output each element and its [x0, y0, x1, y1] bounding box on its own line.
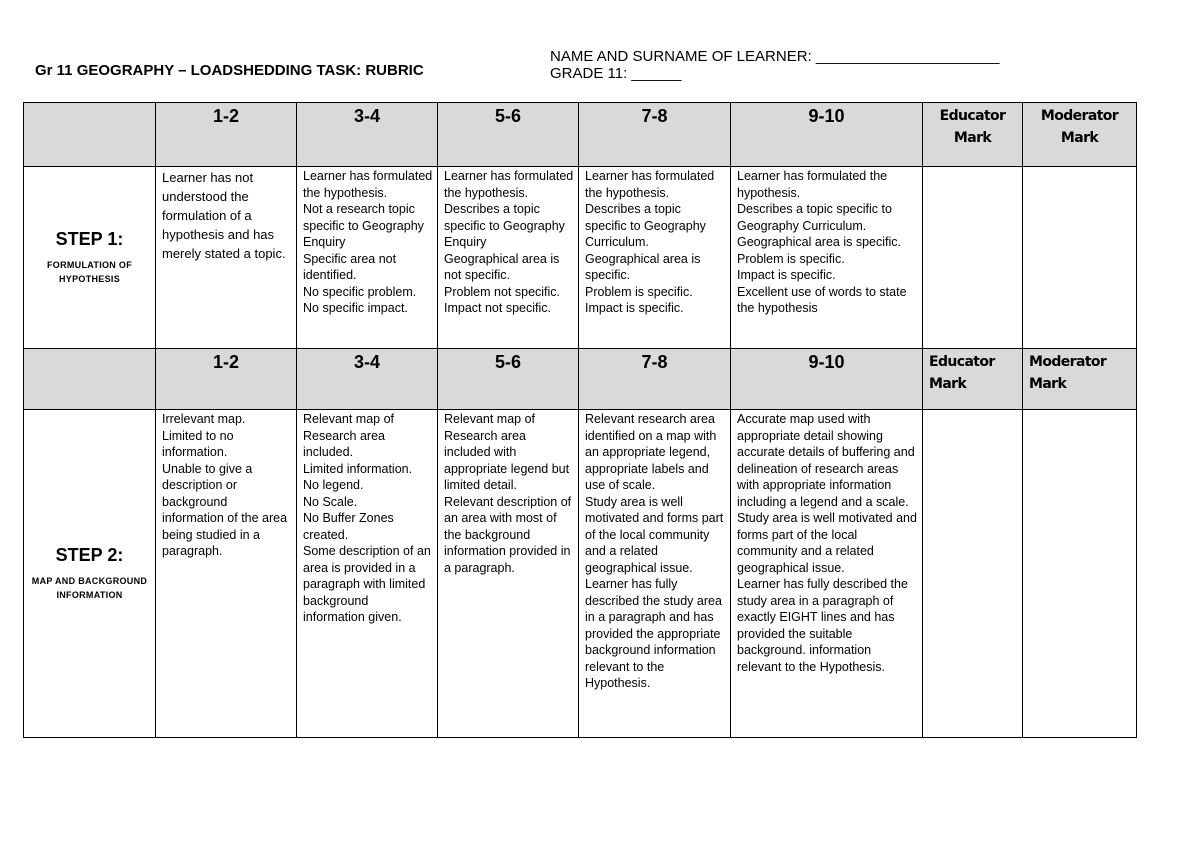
- step2-band-1-2: Irrelevant map. Limited to no information. Unable to give a description or background information of the area being studied in a paragraph.: [156, 410, 297, 738]
- corner-cell: [24, 103, 156, 167]
- learner-grade-field[interactable]: GRADE 11: ______: [550, 65, 682, 82]
- score-band-5-6: 5-6: [438, 103, 579, 167]
- step1-row: [24, 167, 1137, 349]
- corner-cell-2: [24, 349, 156, 410]
- step2-band-3-4: Relevant map of Research area included. Limited information. No legend. No Scale. No Buffer Zones created. Some description of an area is provided in a paragraph with limited background information given.: [297, 410, 438, 738]
- step1-band-3-4: Learner has formulated the hypothesis. Not a research topic specific to Geography Enquiry Specific area not identified. No specific problem. No specific impact.: [297, 167, 438, 349]
- step1-educator-mark[interactable]: [923, 167, 1023, 349]
- score-band-1-2: 1-2: [156, 349, 297, 410]
- step1-moderator-mark[interactable]: [1023, 167, 1137, 349]
- step2-moderator-mark[interactable]: [1023, 410, 1137, 738]
- step1-band-9-10: Learner has formulated the hypothesis. Describes a topic specific to Geography Curriculum. Geographical area is specific. Problem is specific. Impact is specific. Excellent use of words to state the hypothesis: [731, 167, 923, 349]
- learner-name-field[interactable]: NAME AND SURNAME OF LEARNER: ______________________: [550, 48, 1000, 65]
- educator-mark-header: Educator Mark: [923, 349, 1023, 410]
- step1-band-5-6: Learner has formulated the hypothesis. Describes a topic specific to Geography Enquiry Geographical area is not specific. Problem not specific. Impact not specific.: [438, 167, 579, 349]
- step1-subtitle: FORMULATION OF HYPOTHESIS: [46, 260, 133, 284]
- score-band-9-10: 9-10: [731, 349, 923, 410]
- step2-band-9-10: Accurate map used with appropriate detail showing accurate details of buffering and delineation of research areas with appropriate information including a legend and a scale. Study area is well motivated and forms part of the local community and a related geographical issue. Learner has fully described the study area in a paragraph of exactly EIGHT lines and has provided the suitable background. information relevant to the Hypothesis.: [731, 410, 923, 738]
- score-band-7-8: 7-8: [579, 349, 731, 410]
- score-band-3-4: 3-4: [297, 349, 438, 410]
- score-band-9-10: 9-10: [731, 103, 923, 167]
- moderator-mark-header: Moderator Mark: [1023, 349, 1137, 410]
- step2-row: [24, 410, 1137, 738]
- step1-title: STEP 1:: [55, 229, 124, 249]
- step2-band-7-8: Relevant research area identified on a map with an appropriate legend, appropriate labels and use of scale. Study area is well motivated and forms part of the local community and a related geographical issue. Learner has fully described the study area in a paragraph and has provided the appropriate background information relevant to the Hypothesis.: [579, 410, 731, 738]
- step1-label-cell: [24, 167, 156, 349]
- step1-band-7-8: Learner has formulated the hypothesis. Describes a topic specific to Geography Curriculum. Geographical area is specific. Problem is specific. Impact is specific.: [579, 167, 731, 349]
- score-band-1-2: 1-2: [156, 103, 297, 167]
- step2-label-cell: [24, 410, 156, 738]
- page-title: Gr 11 GEOGRAPHY – LOADSHEDDING TASK: RUBRIC: [35, 62, 424, 79]
- header-row-step2: [24, 349, 1137, 410]
- header-row-step1: [24, 103, 1137, 167]
- step2-subtitle: MAP AND BACKGROUND INFORMATION: [31, 576, 148, 600]
- educator-mark-header: Educator Mark: [923, 103, 1023, 167]
- moderator-mark-header: Moderator Mark: [1023, 103, 1137, 167]
- step2-title: STEP 2:: [55, 545, 124, 565]
- score-band-3-4: 3-4: [297, 103, 438, 167]
- step2-band-5-6: Relevant map of Research area included with appropriate legend but limited detail. Relevant description of an area with most of the background information provided in a paragraph.: [438, 410, 579, 738]
- rubric-table: [23, 102, 1137, 738]
- step1-band-1-2: Learner has not understood the formulation of a hypothesis and has merely stated a topic.: [156, 167, 297, 349]
- score-band-5-6: 5-6: [438, 349, 579, 410]
- score-band-7-8: 7-8: [579, 103, 731, 167]
- learner-info: [550, 48, 999, 82]
- step2-educator-mark[interactable]: [923, 410, 1023, 738]
